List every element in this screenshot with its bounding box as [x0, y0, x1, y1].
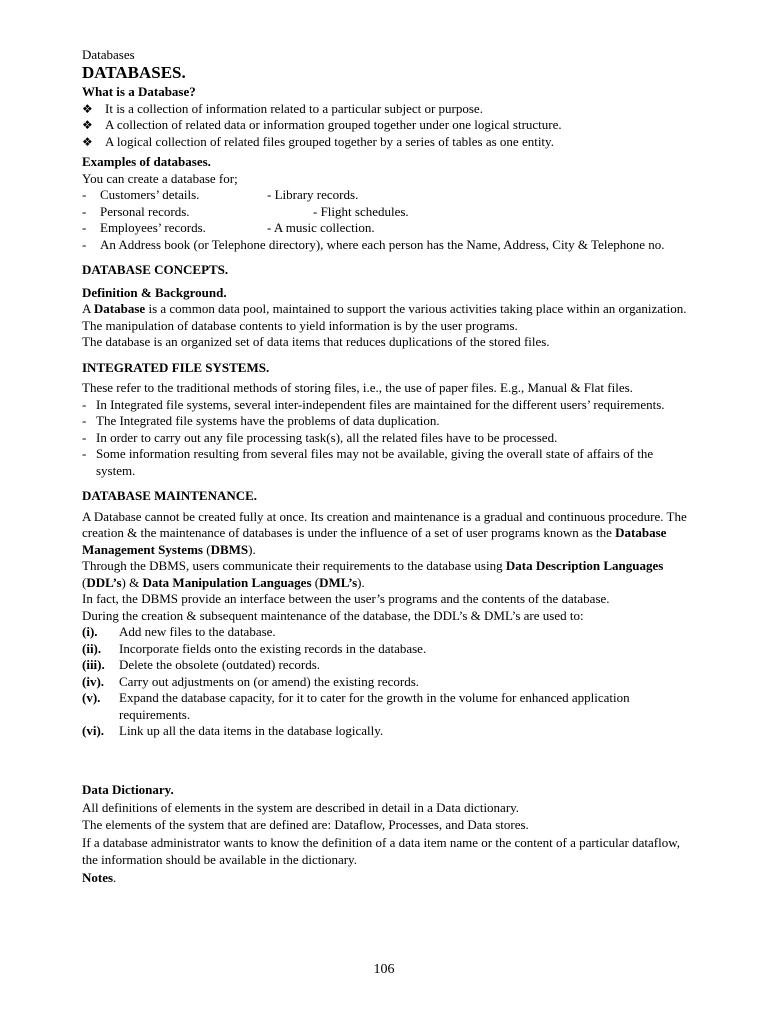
what-is-heading: What is a Database? [82, 84, 196, 99]
diamond-bullet-icon: ❖ [82, 118, 93, 132]
concepts-subheading: Definition & Background. [82, 284, 227, 300]
integrated-intro: These refer to the traditional methods of storing files, i.e., the use of paper files. E.g., Manual & Flat files. [82, 380, 633, 395]
integrated-item: - In order to carry out any file processing task(s), all the related files have to be processed. [82, 429, 558, 445]
notes-line: Notes. [82, 870, 117, 885]
maintenance-list-item: (vi). Link up all the data items in the database logically. [82, 723, 384, 738]
integrated-item: - The Integrated file systems have the problems of data duplication. [82, 413, 440, 428]
examples-heading: Examples of databases. [82, 154, 211, 169]
dictionary-paragraph: If a database administrator wants to know the definition of a data item name or the content of a particular dataflow, the information should be available in the dictionary. [82, 835, 681, 867]
examples-row: - Personal records. - Flight schedules. [82, 203, 409, 219]
diamond-bullet-icon: ❖ [82, 134, 93, 149]
integrated-item: - Some information resulting from several files may not be available, giving the overall state of affairs of the system. [82, 446, 654, 478]
maintenance-heading: DATABASE MAINTENANCE. [82, 488, 258, 503]
bullet-item: ❖ It is a collection of information related to a particular subject or purpose. [82, 100, 483, 116]
maintenance-paragraph: During the creation & subsequent maintenance of the database, the DDL’s & DML’s are used to: [82, 607, 584, 623]
concepts-paragraph: The database is an organized set of data items that reduces duplications of the stored files. [82, 334, 550, 349]
bullet-item: ❖ A collection of related data or information grouped together under one logical structure. [82, 117, 562, 132]
maintenance-list-item: (v). Expand the database capacity, for it to cater for the growth in the volume for enhanced application requirements. [82, 690, 630, 722]
examples-row: - Customers’ details. - Library records. [82, 187, 359, 202]
integrated-heading: INTEGRATED FILE SYSTEMS. [82, 359, 270, 375]
maintenance-list-item: (i). Add new files to the database. [82, 624, 276, 639]
maintenance-paragraph: A Database cannot be created fully at once. Its creation and maintenance is a gradual and continuous procedure. The creation & the maintenance of databases is under the influence of a set of user programs known as the Database Management Systems (DBMS). [82, 508, 687, 557]
page-content [82, 47, 692, 887]
concepts-heading: DATABASE CONCEPTS. [82, 262, 229, 277]
maintenance-list-item: (ii). Incorporate fields onto the existing records in the database. [82, 640, 427, 656]
dictionary-paragraph: All definitions of elements in the system are described in detail in a Data dictionary. [82, 800, 520, 815]
examples-intro: You can create a database for; [82, 170, 238, 186]
maintenance-list-item: (iv). Carry out adjustments on (or amend) the existing records. [82, 673, 420, 689]
diamond-bullet-icon: ❖ [82, 101, 93, 116]
dictionary-heading: Data Dictionary. [82, 781, 174, 797]
running-header: Databases [82, 47, 135, 62]
page-title: DATABASES. [82, 63, 186, 82]
page-number: 106 [373, 962, 395, 977]
maintenance-list-item: (iii). Delete the obsolete (outdated) records. [82, 657, 321, 672]
bullet-item: ❖ A logical collection of related files grouped together by a series of tables as one entity. [82, 133, 554, 149]
dictionary-paragraph: The elements of the system that are defined are: Dataflow, Processes, and Data stores. [82, 816, 529, 832]
examples-item: - An Address book (or Telephone directory), where each person has the Name, Address, City & Telephone no. [82, 236, 665, 252]
concepts-paragraph: A Database is a common data pool, maintained to support the various activities taking place within an organization. [82, 301, 687, 316]
integrated-item: - In Integrated file systems, several inter-independent files are maintained for the different users’ requirements. [82, 396, 665, 412]
concepts-paragraph: The manipulation of database contents to yield information is by the user programs. [82, 317, 518, 333]
maintenance-paragraph: Through the DBMS, users communicate their requirements to the database using Data Description Languages (DDL’s) & Data Manipulation Languages (DML’s). [82, 558, 664, 590]
maintenance-paragraph: In fact, the DBMS provide an interface between the user’s programs and the contents of the database. [82, 591, 610, 606]
examples-row: - Employees’ records. - A music collection. [82, 220, 375, 235]
